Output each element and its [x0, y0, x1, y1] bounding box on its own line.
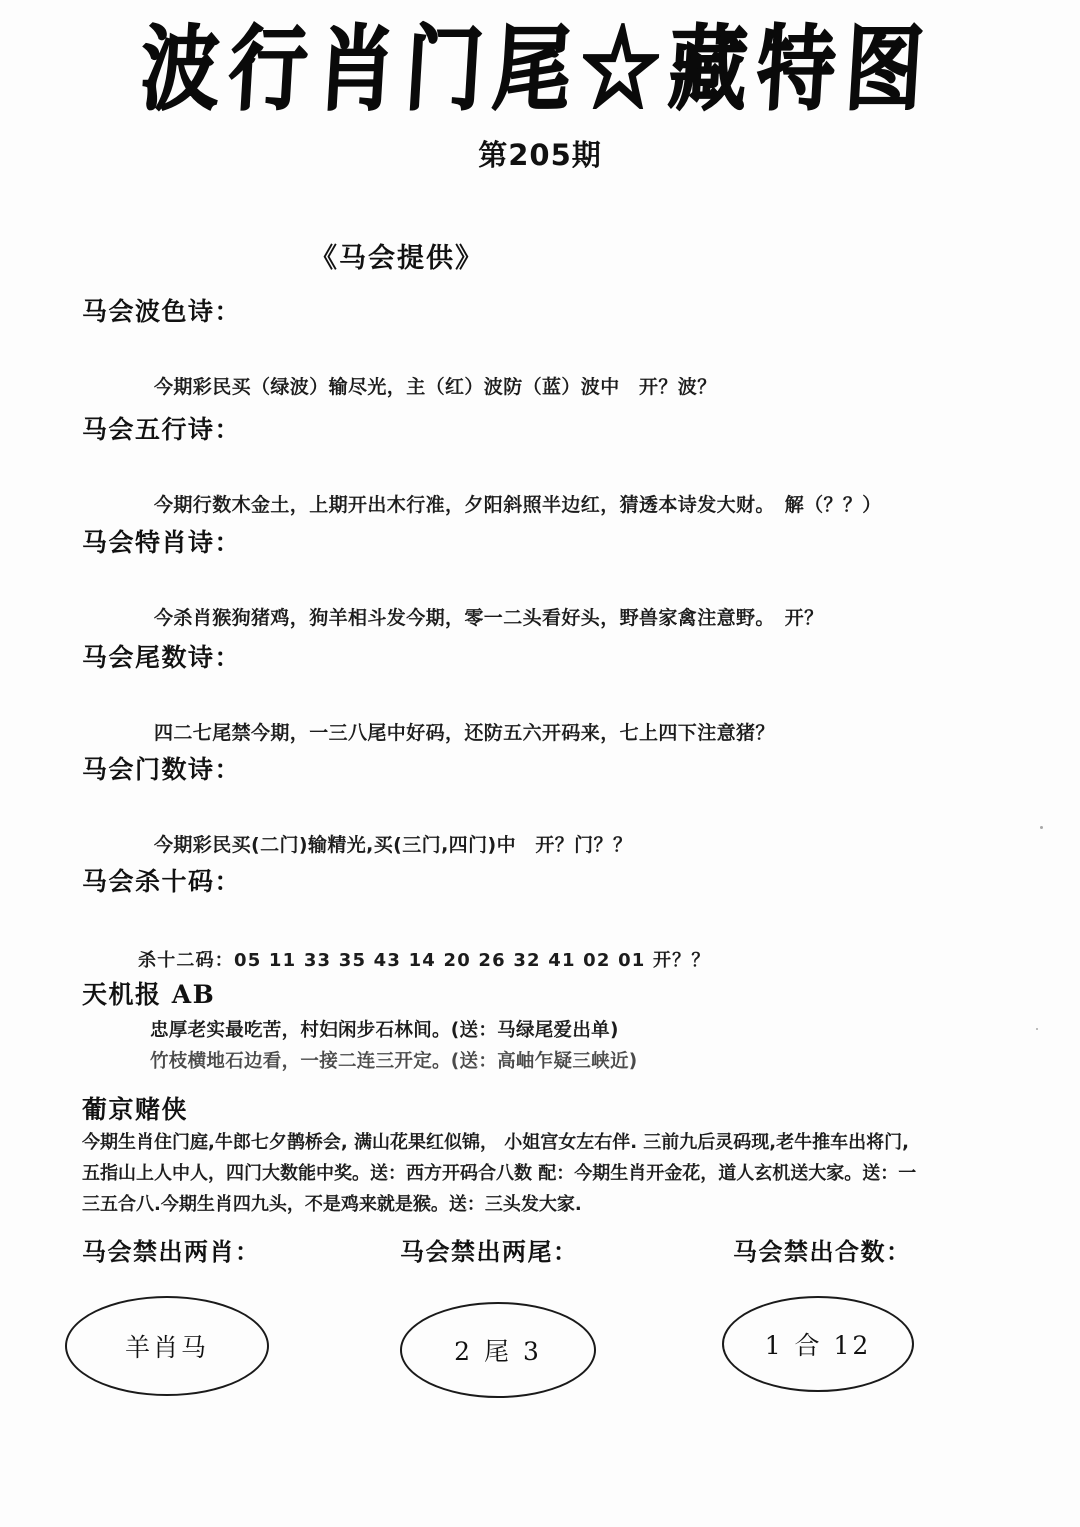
- section-weishu-poem: [82, 638, 1042, 745]
- pujing-line-3: 三五合八.今期生肖四九头，不是鸡来就是猴。送：三头发大家.: [82, 1194, 582, 1215]
- section-body-wuxing: 今期行数木金土，上期开出木行准，夕阳斜照半边红，猜透本诗发大财。 解（？？）: [154, 494, 882, 516]
- section-wuxing-poem: [82, 410, 1042, 517]
- scan-speck: [1036, 1028, 1038, 1030]
- section-body-bose: 今期彩民买（绿波）输尽光，主（红）波防（蓝）波中 开？波？: [154, 376, 717, 398]
- section-label-menshu: 马会门数诗：: [82, 755, 242, 784]
- pujing-line-1: 今期生肖住门庭,牛郎七夕鹊桥会, 满山花果红似锦， 小姐宫女左右伴. 三前九后灵码现,老牛推车出将门,: [82, 1132, 909, 1153]
- section-body-shashima: 杀十二码：05 11 33 35 43 14 20 26 32 41 02 01 开？？: [138, 950, 711, 971]
- section-menshu-poem: [82, 750, 1042, 857]
- issue-number: 第205期: [478, 138, 602, 172]
- masthead: [0, 16, 1080, 124]
- pujing-body: [82, 1127, 1042, 1220]
- forbidden-value-zodiac-oval: 羊肖马: [65, 1296, 269, 1396]
- forbidden-value-tail-oval: 2 尾 3: [400, 1302, 596, 1398]
- section-label-shashima: 马会杀十码：: [82, 867, 242, 896]
- forbidden-value-sum-oval: 1 合 12: [722, 1296, 914, 1392]
- section-body-menshu: 今期彩民买(二门)输精光,买(三门,四门)中 开？门？？: [154, 834, 633, 856]
- section-label-weishu: 马会尾数诗：: [82, 643, 242, 672]
- forbidden-headers-row: [0, 1232, 1080, 1292]
- section-body-texiao: 今杀肖猴狗猪鸡，狗羊相斗发今期，零一二头看好头，野兽家禽注意野。 开？: [154, 607, 824, 629]
- section-body-weishu: 四二七尾禁今期，一三八尾中好码，还防五六开码来，七上四下注意猪？: [154, 722, 775, 744]
- section-label-texiao: 马会特肖诗：: [82, 528, 242, 557]
- forbidden-values-row: [0, 1294, 1080, 1404]
- section-shashima: [82, 862, 1042, 972]
- tianji-line-2: 竹枝横地石边看，一接二连三开定。(送：高岫乍疑三峡近): [150, 1051, 638, 1072]
- tianji-line-1: 忠厚老实最吃苦，村妇闲步石林间。(送：马绿尾爱出单): [150, 1020, 619, 1041]
- scan-speck: [1040, 826, 1043, 829]
- section-bose-poem: [82, 292, 1042, 399]
- source-label: 《马会提供》: [310, 243, 484, 274]
- pujing-label: 葡京赌侠: [82, 1095, 189, 1124]
- tianji-lines: [150, 1015, 638, 1077]
- section-label-wuxing: 马会五行诗：: [82, 415, 242, 444]
- pujing-line-2: 五指山上人中人，四门大数能中奖。送：西方开码合八数 配：今期生肖开金花，道人玄机送大家。送：一: [82, 1163, 917, 1184]
- tianji-label: 天机报 AB: [82, 980, 216, 1009]
- forbidden-header-sum: 马会禁出合数：: [733, 1237, 912, 1266]
- section-texiao-poem: [82, 523, 1042, 630]
- page-title: 波行肖门尾☆藏特图: [137, 16, 937, 124]
- forbidden-header-zodiac: 马会禁出两肖：: [82, 1237, 261, 1266]
- section-label-bose: 马会波色诗：: [82, 297, 242, 326]
- forbidden-header-tail: 马会禁出两尾：: [400, 1237, 579, 1266]
